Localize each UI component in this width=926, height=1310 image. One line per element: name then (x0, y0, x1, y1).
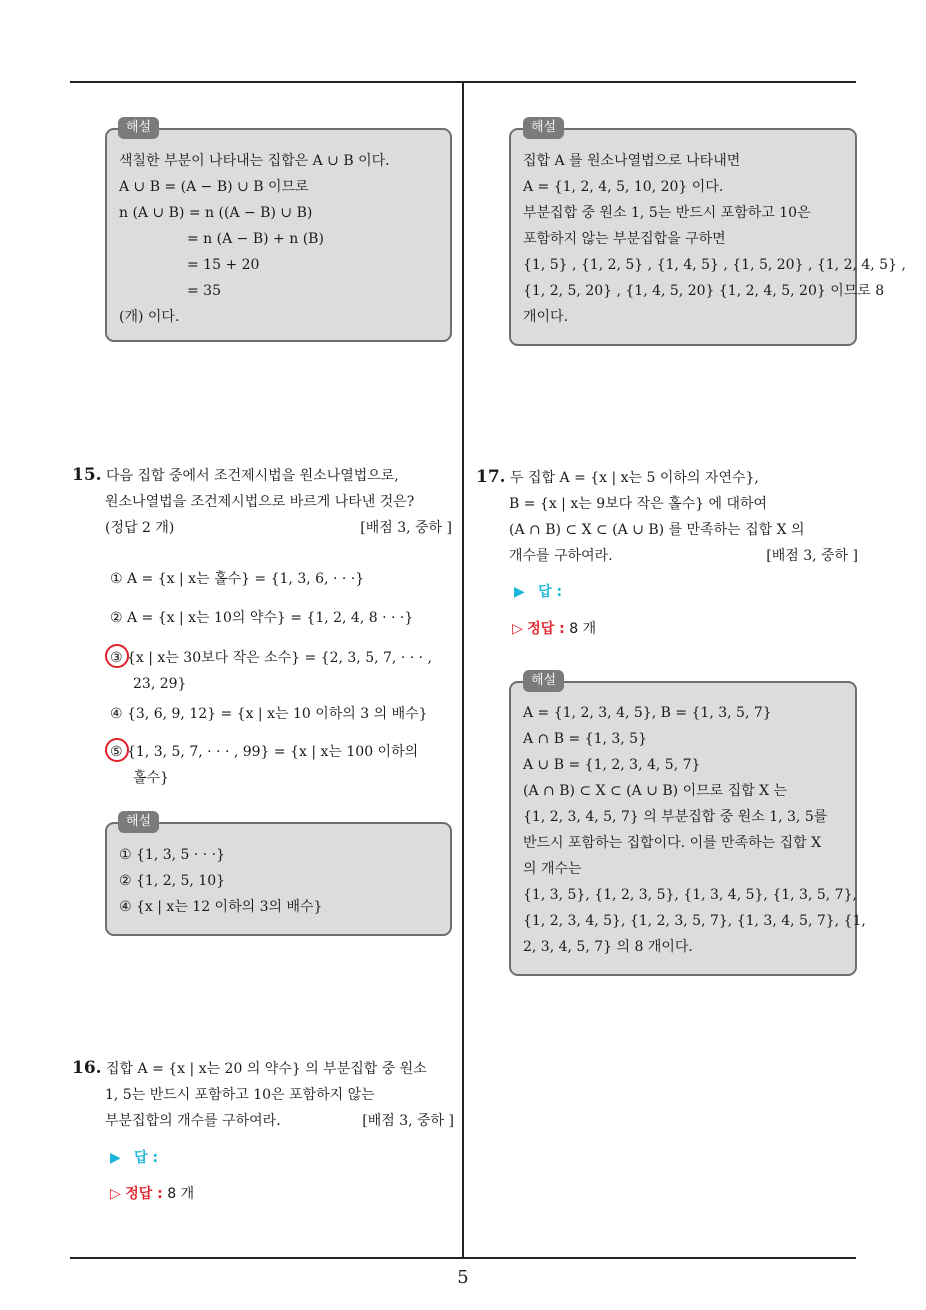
outline-arrow-icon: ▷ (110, 1186, 121, 1202)
question-15: 15. 다음 집합 중에서 조건제시법을 원소나열법으로, 원소나열법을 조건제시법으로 바르게 나타낸 것은? (정답 2 개) [배점 3, 중하 ] (72, 462, 452, 541)
explanation-tag: 해설 (118, 117, 159, 139)
page-number: 5 (457, 1267, 469, 1288)
explanation-text: ① {1, 3, 5 · · ·} ② {1, 2, 5, 10} ④ {x | x는 12 이하의 3의 배수} (119, 847, 323, 915)
question-number: 17. (476, 467, 506, 487)
explanation-tag: 해설 (523, 117, 564, 139)
bottom-rule (70, 1257, 856, 1259)
correct-label: 정답 : (125, 1186, 163, 1202)
score-label: [배점 3, 중하 ] (360, 520, 452, 536)
explanation-text: A = {1, 2, 3, 4, 5}, B = {1, 3, 5, 7} A ∩ B = {1, 3, 5} A ∪ B = {1, 2, 3, 4, 5, 7} (A ∩ B) ⊂ X ⊂ (A ∪ B) 이므로 집합 X 는 {1, 2, 3, 4, 5, 7} 의 부분집합 중 원소 1, 3, 5를 반드시 포함하는 집합이다. 이를 만족하는 집합 X 의 개수는 {1, 3, 5}, {1, 2, 3, 5}, {1, 3, 4, 5}, {1, 3, 5, 7}, {1, 2, 3, 4, 5}, {1, 2, 3, 5, 7}, {1, 3, 4, 5, 7}, {1, 2, 3, 4, 5, 7} 의 8 개이다. (523, 705, 866, 955)
question-number: 15. (72, 465, 102, 485)
explanation-text: 집합 A 를 원소나열법으로 나타내면 A = {1, 2, 4, 5, 10, 20} 이다. 부분집합 중 원소 1, 5는 반드시 포함하고 10은 포함하지 않는 부분집합을 구하면 {1, 5} , {1, 2, 5} , {1, 4, 5} , {1, 5, 20} , {1, 2, 4, 5} , {1, 2, 5, 20} , {1, 4, 5, 20} {1, 2, 4, 5, 20} 이므로 8 개이다. (523, 153, 906, 325)
explanation-box-14 (105, 128, 452, 342)
correct-answer-row (512, 618, 596, 638)
option-5-continued: 홀수} (133, 770, 169, 786)
explanation-box-16 (509, 128, 906, 346)
answer-row[interactable] (110, 1147, 158, 1167)
question-17: 17. 두 집합 A = {x | x는 5 이하의 자연수}, B = {x | x는 9보다 작은 홀수} 에 대하여 (A ∩ B) ⊂ X ⊂ (A ∪ B) 를 만족하는 집합 X 의 개수를 구하여라. [배점 3, 중하 ] (476, 464, 858, 569)
score-label: [배점 3, 중하 ] (362, 1113, 454, 1129)
option-4[interactable]: ④ {3, 6, 9, 12} = {x | x는 10 이하의 3 의 배수} (110, 706, 428, 722)
answer-label: 답 : (538, 584, 563, 600)
question-number: 16. (72, 1058, 102, 1078)
play-arrow-icon: ▶ (514, 584, 525, 600)
explanation-tag: 해설 (118, 811, 159, 833)
question-16: 16. 집합 A = {x | x는 20 의 약수} 의 부분집합 중 원소 1, 5는 반드시 포함하고 10은 포함하지 않는 부분집합의 개수를 구하여라. [배점 3, 중하 ] (72, 1055, 454, 1134)
option-1[interactable]: ① A = {x | x는 홀수} = {1, 3, 6, · · ·} (110, 571, 365, 587)
option-3-continued: 23, 29} (133, 676, 187, 692)
option-3[interactable]: ③ {x | x는 30보다 작은 소수} = {2, 3, 5, 7, · · · , (110, 650, 432, 666)
explanation-box-17 (509, 681, 866, 976)
option-5[interactable]: ⑤ {1, 3, 5, 7, · · · , 99} = {x | x는 100 이하의 (110, 744, 419, 760)
explanation-box-15 (105, 822, 452, 936)
outline-arrow-icon: ▷ (512, 621, 523, 637)
correct-value: 8 개 (167, 1186, 195, 1202)
option-2[interactable]: ② A = {x | x는 10의 약수} = {1, 2, 4, 8 · · ·} (110, 610, 414, 626)
explanation-tag: 해설 (523, 670, 564, 692)
correct-label: 정답 : (527, 621, 565, 637)
correct-answer-row (110, 1183, 194, 1203)
correct-value: 8 개 (569, 621, 597, 637)
answer-label: 답 : (134, 1150, 159, 1166)
play-arrow-icon: ▶ (110, 1150, 121, 1166)
column-divider (462, 83, 464, 1258)
score-label: [배점 3, 중하 ] (766, 548, 858, 564)
answer-row[interactable] (514, 581, 562, 601)
explanation-text: 색칠한 부분이 나타내는 집합은 A ∪ B 이다. A ∪ B = (A − B) ∪ B 이므로 n (A ∪ B) = n ((A − B) ∪ B) = n (A − B) + n (B) = 15 + 20 = 35 (개) 이다. (119, 153, 390, 325)
